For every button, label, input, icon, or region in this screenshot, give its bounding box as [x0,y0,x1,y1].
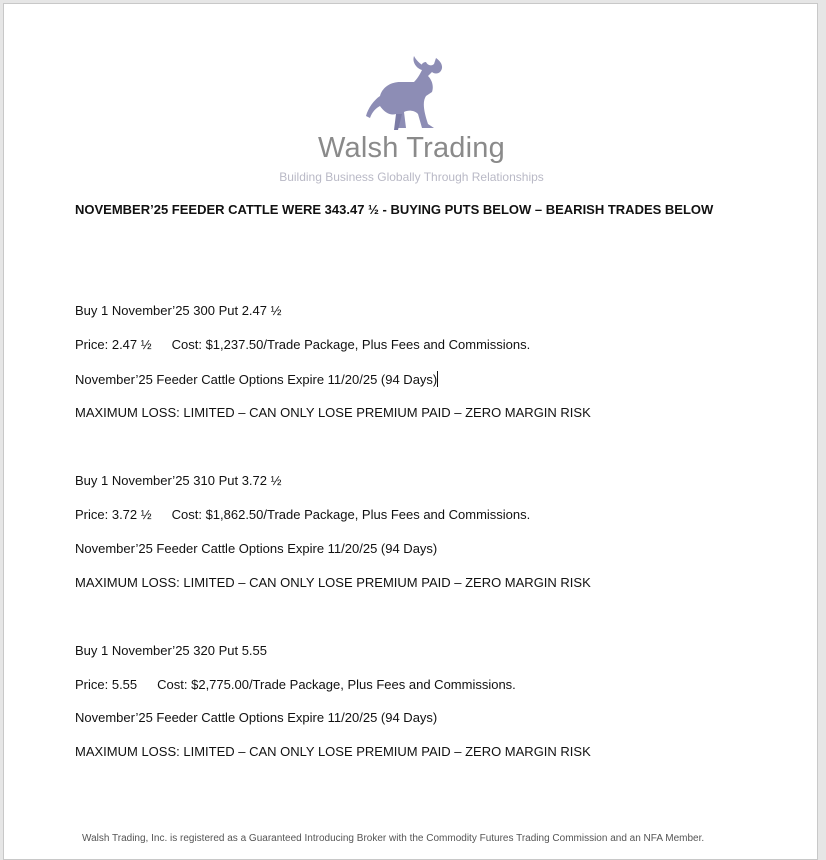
trade-1-expire-line[interactable] [75,371,438,387]
logo [4,52,818,132]
trade-1-price: Price: 2.47 ½ [75,337,152,352]
trade-1-buy: Buy 1 November’25 300 Put 2.47 ½ [75,303,282,318]
text-cursor [437,371,438,387]
trade-2-price-line [75,507,530,522]
trade-3-price: Price: 5.55 [75,677,138,692]
trade-2-price: Price: 3.72 ½ [75,507,152,522]
trade-2-expire: November’25 Feeder Cattle Options Expire 11/20/25 (94 Days) [75,541,438,556]
trade-1-price-line [75,337,530,352]
trade-1-expire: November’25 Feeder Cattle Options Expire 11/20/25 (94 Days) [75,372,438,387]
trade-2-buy: Buy 1 November’25 310 Put 3.72 ½ [75,473,282,488]
trade-1-cost: Cost: $1,237.50/Trade Package, Plus Fees and Commissions. [171,337,531,352]
brand-tagline: Building Business Globally Through Relationships [279,170,544,184]
trade-3-expire: November’25 Feeder Cattle Options Expire 11/20/25 (94 Days) [75,710,438,725]
trade-3-risk: MAXIMUM LOSS: LIMITED – CAN ONLY LOSE PREMIUM PAID – ZERO MARGIN RISK [75,744,591,759]
trade-3-buy: Buy 1 November’25 320 Put 5.55 [75,643,267,658]
brand-name: Walsh Trading [318,132,505,164]
trade-2-cost: Cost: $1,862.50/Trade Package, Plus Fees and Commissions. [171,507,531,522]
trade-3-cost: Cost: $2,775.00/Trade Package, Plus Fees and Commissions. [157,677,516,692]
trade-2-risk: MAXIMUM LOSS: LIMITED – CAN ONLY LOSE PREMIUM PAID – ZERO MARGIN RISK [75,575,591,590]
headline: NOVEMBER’25 FEEDER CATTLE WERE 343.47 ½ - BUYING PUTS BELOW – BEARISH TRADES BELOW [75,202,714,217]
bull-icon [362,52,462,132]
trade-3-price-line [75,677,516,692]
document-page[interactable] [3,3,818,860]
trade-1-risk: MAXIMUM LOSS: LIMITED – CAN ONLY LOSE PREMIUM PAID – ZERO MARGIN RISK [75,405,591,420]
footer-disclaimer: Walsh Trading, Inc. is registered as a Guaranteed Introducing Broker with the Commodity Futures Trading Commission and an NFA Member. [82,833,705,844]
